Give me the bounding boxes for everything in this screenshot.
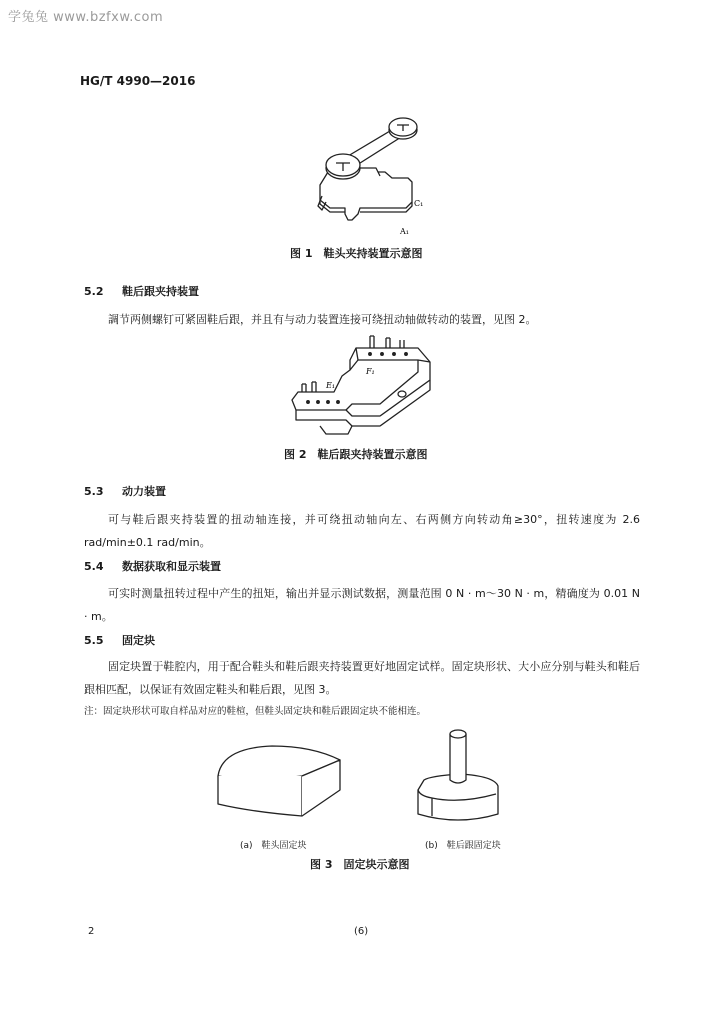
section-5-5-body: 固定块置于鞋腔内，用于配合鞋头和鞋后跟夹持装置更好地固定试样。固定块形状、大小应分别与鞋头和鞋后跟相匹配，以保证有效固定鞋头和鞋后跟，见图 3。 [84, 660, 640, 696]
figure1-drawing [300, 110, 430, 235]
page-number: 2 [88, 926, 95, 937]
figure2-label-e: E₁ [326, 381, 336, 390]
figure1-label-c: C₁ [414, 199, 424, 208]
section-title: 鞋后跟夹持装置 [122, 285, 199, 298]
standard-code: HG/T 4990—2016 [80, 74, 196, 88]
figure1-label-a: A₁ [400, 227, 409, 236]
section-number: 5.5 [84, 634, 104, 647]
section-title: 动力装置 [122, 485, 166, 498]
section-number: 5.2 [84, 285, 104, 298]
figure1-caption: 图 1 鞋头夹持装置示意图 [290, 247, 423, 260]
figure2-caption: 图 2 鞋后跟夹持装置示意图 [284, 448, 428, 461]
figure2-label-f: F₁ [366, 367, 375, 376]
section-number: 5.4 [84, 560, 104, 573]
page-index: (6) [354, 926, 369, 937]
section-5-5-note: 注：固定块形状可取自样品对应的鞋楦，但鞋头固定块和鞋后跟固定块不能相连。 [84, 706, 427, 717]
figure3b-label: (b) 鞋后跟固定块 [425, 841, 501, 851]
section-5-2-body: 調节两侧螺钉可紧固鞋后跟，并且有与动力装置连接可绕扭动轴做转动的装置，见图 2。 [108, 313, 537, 326]
watermark: 学兔兔 www.bzfxw.com [8, 10, 164, 25]
figure2-drawing [290, 340, 440, 440]
section-5-5-heading [84, 632, 155, 648]
figure3a-label: (a) 鞋头固定块 [240, 841, 307, 851]
section-5-2-heading [84, 283, 199, 299]
figure3-caption: 图 3 固定块示意图 [310, 858, 410, 871]
figure3b-heel-block [410, 724, 510, 834]
section-5-3-body: 可与鞋后跟夹持装置的扭动轴连接，并可绕扭动轴向左、右两侧方向转动角≥30°，扭转速度为 2.6 rad/min±0.1 rad/min。 [84, 513, 640, 549]
section-title: 数据获取和显示装置 [122, 560, 221, 573]
section-5-4-heading [84, 558, 221, 574]
section-5-4-body: 可实时测量扭转过程中产生的扭矩，输出并显示测试数据，测量范围 0 N · m～30 N · m，精确度为 0.01 N · m。 [84, 587, 640, 623]
section-number: 5.3 [84, 485, 104, 498]
section-title: 固定块 [122, 634, 155, 647]
section-5-3-heading [84, 483, 166, 499]
figure3a-toe-block [212, 724, 352, 834]
